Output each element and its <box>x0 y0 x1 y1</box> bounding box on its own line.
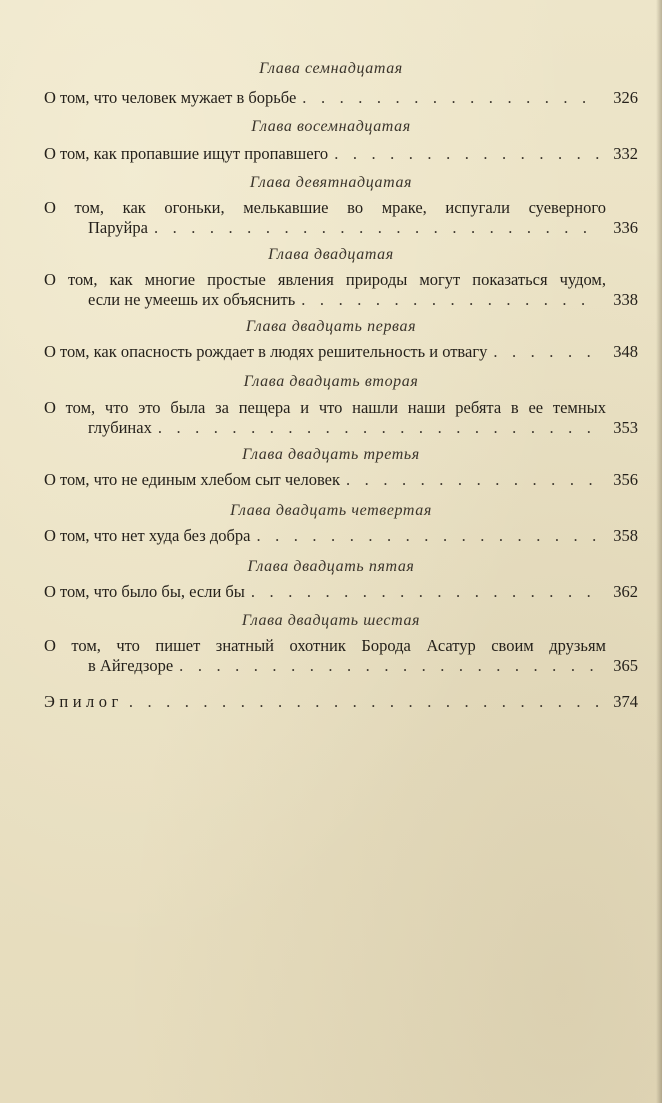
dot-leader <box>346 470 600 490</box>
dot-leader <box>158 418 600 438</box>
toc-page-number: 365 <box>613 656 638 675</box>
chapter-heading: Глава двадцать первая <box>245 318 417 335</box>
dot-leader <box>154 218 600 238</box>
toc-entry-title-continued: если не умеешь их объяснить <box>88 290 296 309</box>
chapter-heading: Глава двадцатая <box>268 246 394 263</box>
toc-page-number: 353 <box>613 418 638 437</box>
toc-entry-epilogue[interactable] <box>44 692 638 712</box>
dot-leader <box>493 342 600 362</box>
toc-entry[interactable] <box>44 636 638 676</box>
toc-page-number: 326 <box>613 88 638 107</box>
chapter-heading: Глава девятнадцатая <box>249 174 413 191</box>
dot-leader <box>251 582 600 602</box>
toc-entry[interactable] <box>44 398 638 438</box>
toc-page-number: 356 <box>613 470 638 489</box>
toc-entry[interactable] <box>44 198 638 238</box>
dot-leader <box>334 144 600 164</box>
toc-entry-title: О том, что это была за пещера и что нашли наши ребята в ее темных <box>44 398 606 417</box>
toc-entry[interactable] <box>44 526 638 546</box>
toc-entry[interactable] <box>44 342 638 362</box>
toc-entry-title: О том, что не единым хлебом сыт человек <box>44 470 341 489</box>
toc-entry-title: О том, как опасность рождает в людях решительность и отвагу <box>44 342 488 361</box>
toc-entry[interactable] <box>44 582 638 602</box>
chapter-heading: Глава двадцать пятая <box>247 558 415 575</box>
dot-leader <box>256 526 600 546</box>
toc-page-number: 332 <box>613 144 638 163</box>
toc-entry-title: О том, что нет худа без добра <box>44 526 251 545</box>
toc-entry-title: О том, что человек мужает в борьбе <box>44 88 297 107</box>
toc-entry-title: О том, что пишет знатный охотник Борода Асатур своим друзьям <box>44 636 606 655</box>
toc-page-number: 338 <box>613 290 638 309</box>
dot-leader <box>179 656 600 676</box>
toc-entry-title: О том, как огоньки, мелькавшие во мраке, испугали суеверного <box>44 198 606 217</box>
toc-entry-title-continued: Паруйра <box>88 218 148 237</box>
chapter-heading: Глава семнадцатая <box>259 60 403 77</box>
chapter-heading: Глава двадцать четвертая <box>230 502 432 519</box>
chapter-heading: Глава двадцать шестая <box>241 612 421 629</box>
dot-leader <box>302 88 600 108</box>
chapter-heading: Глава двадцать третья <box>242 446 420 463</box>
toc-page-number: 348 <box>613 342 638 361</box>
toc-entry-title: О том, что было бы, если бы <box>44 582 245 601</box>
chapter-heading: Глава двадцать вторая <box>243 373 419 390</box>
toc-entry-title-continued: в Айгедзоре <box>88 656 174 675</box>
toc-entry-title: О том, как пропавшие ищут пропавшего <box>44 144 329 163</box>
epilogue-title: Эпилог <box>44 692 123 711</box>
toc-page-number: 358 <box>613 526 638 545</box>
toc-page-number: 362 <box>613 582 638 601</box>
dot-leader <box>129 692 600 712</box>
toc-entry[interactable] <box>44 270 638 310</box>
toc-entry[interactable] <box>44 470 638 490</box>
toc-page-number: 336 <box>613 218 638 237</box>
chapter-heading: Глава восемнадцатая <box>251 118 411 135</box>
toc-entry[interactable] <box>44 88 638 108</box>
toc-entry-title: О том, как многие простые явления природы могут показаться чудом, <box>44 270 606 289</box>
toc-entry[interactable] <box>44 144 638 164</box>
dot-leader <box>301 290 600 310</box>
toc-page-number: 374 <box>613 692 638 711</box>
toc-entry-title-continued: глубинах <box>88 418 152 437</box>
